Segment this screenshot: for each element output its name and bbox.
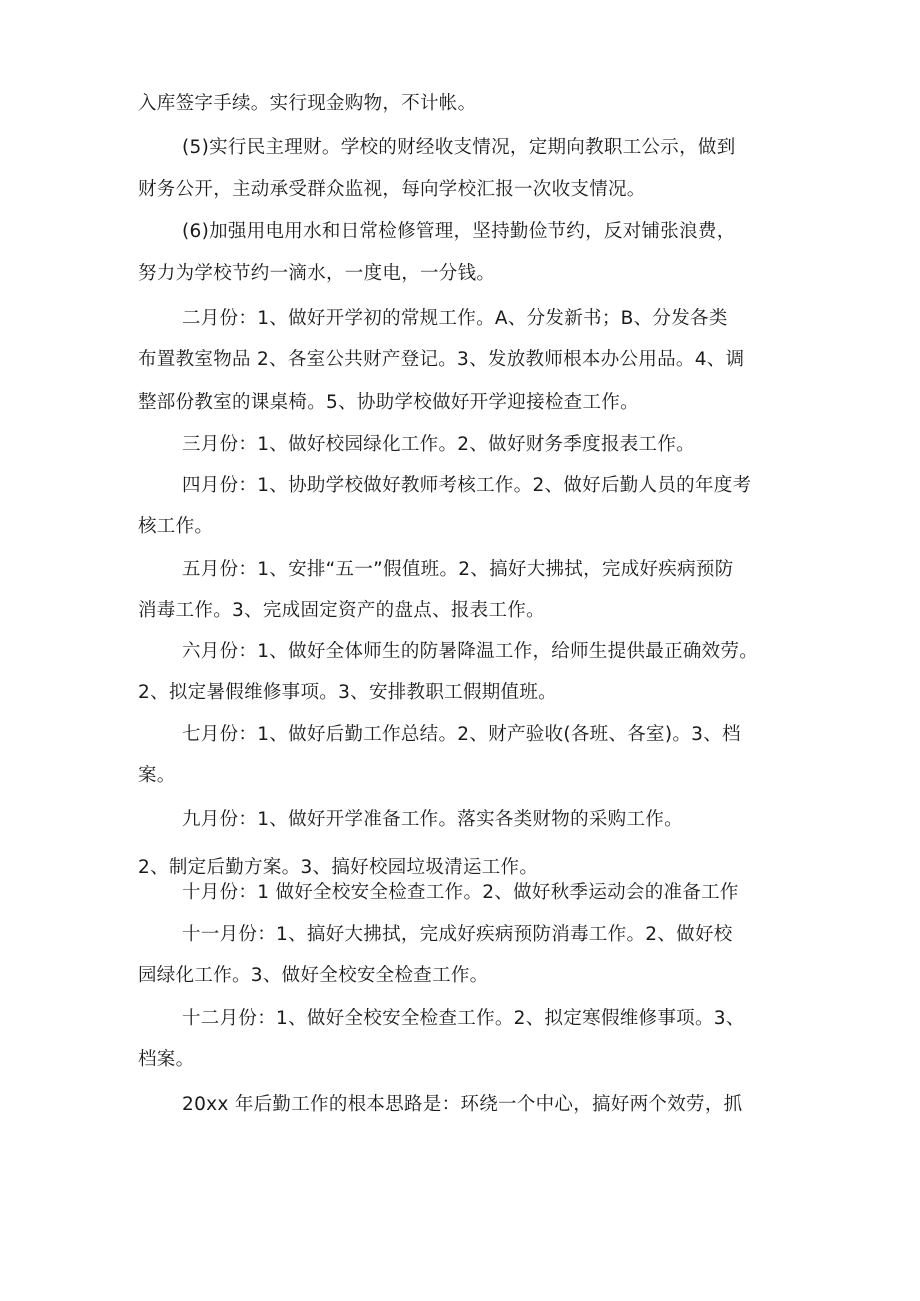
text-line: 案。 [138, 765, 176, 786]
text-line: 消毒工作。3、完成固定资产的盘点、报表工作。 [138, 600, 545, 621]
text-line: 九月份：1、做好开学准备工作。落实各类财物的采购工作。 [182, 809, 683, 830]
text-line: 七月份：1、做好后勤工作总结。2、财产验收(各班、各室)。3、档 [182, 724, 741, 745]
text-line: 2、制定后勤方案。3、搞好校园垃圾清运工作。 [138, 857, 539, 878]
text-line: 整部份教室的课桌椅。5、协助学校做好开学迎接检查工作。 [138, 392, 639, 413]
text-line: 十二月份：1、做好全校安全检查工作。2、拟定寒假维修事项。3、 [182, 1008, 745, 1029]
text-line: 2、拟定暑假维修事项。3、安排教职工假期值班。 [138, 682, 557, 703]
text-line: 努力为学校节约一滴水，一度电，一分钱。 [138, 263, 496, 284]
text-line: 财务公开，主动承受群众监视，每向学校汇报一次收支情况。 [138, 179, 646, 200]
text-line: 十月份：1 做好全校安全检查工作。2、做好秋季运动会的准备工作 [182, 882, 739, 903]
text-line: 五月份：1、安排“五一”假值班。2、搞好大拂拭，完成好疾病预防 [182, 559, 734, 580]
text-line: 入库签字手续。实行现金购物，不计帐。 [138, 93, 477, 114]
text-line: 布置教室物品 2、各室公共财产登记。3、发放教师根本办公用品。4、调 [138, 349, 745, 370]
text-line: 六月份：1、做好全体师生的防暑降温工作，给师生提供最正确效劳。 [182, 641, 759, 662]
text-line: 核工作。 [138, 516, 214, 537]
text-line: 20xx 年后勤工作的根本思路是：环绕一个中心，搞好两个效劳，抓 [182, 1094, 743, 1115]
text-line: 三月份：1、做好校园绿化工作。2、做好财务季度报表工作。 [182, 434, 695, 455]
text-line: 十一月份：1、搞好大拂拭，完成好疾病预防消毒工作。2、做好校 [182, 924, 733, 945]
text-line: 四月份：1、协助学校做好教师考核工作。2、做好后勤人员的年度考 [182, 475, 752, 496]
text-line: 园绿化工作。3、做好全校安全检查工作。 [138, 965, 489, 986]
text-line: (5)实行民主理财。学校的财经收支情况，定期向教职工公示，做到 [182, 137, 736, 158]
text-line: 二月份：1、做好开学初的常规工作。A、分发新书；B、分发各类 [182, 308, 728, 329]
text-line: 档案。 [138, 1049, 195, 1070]
text-line: (6)加强用电用水和日常检修管理，坚持勤俭节约，反对铺张浪费， [182, 221, 736, 242]
